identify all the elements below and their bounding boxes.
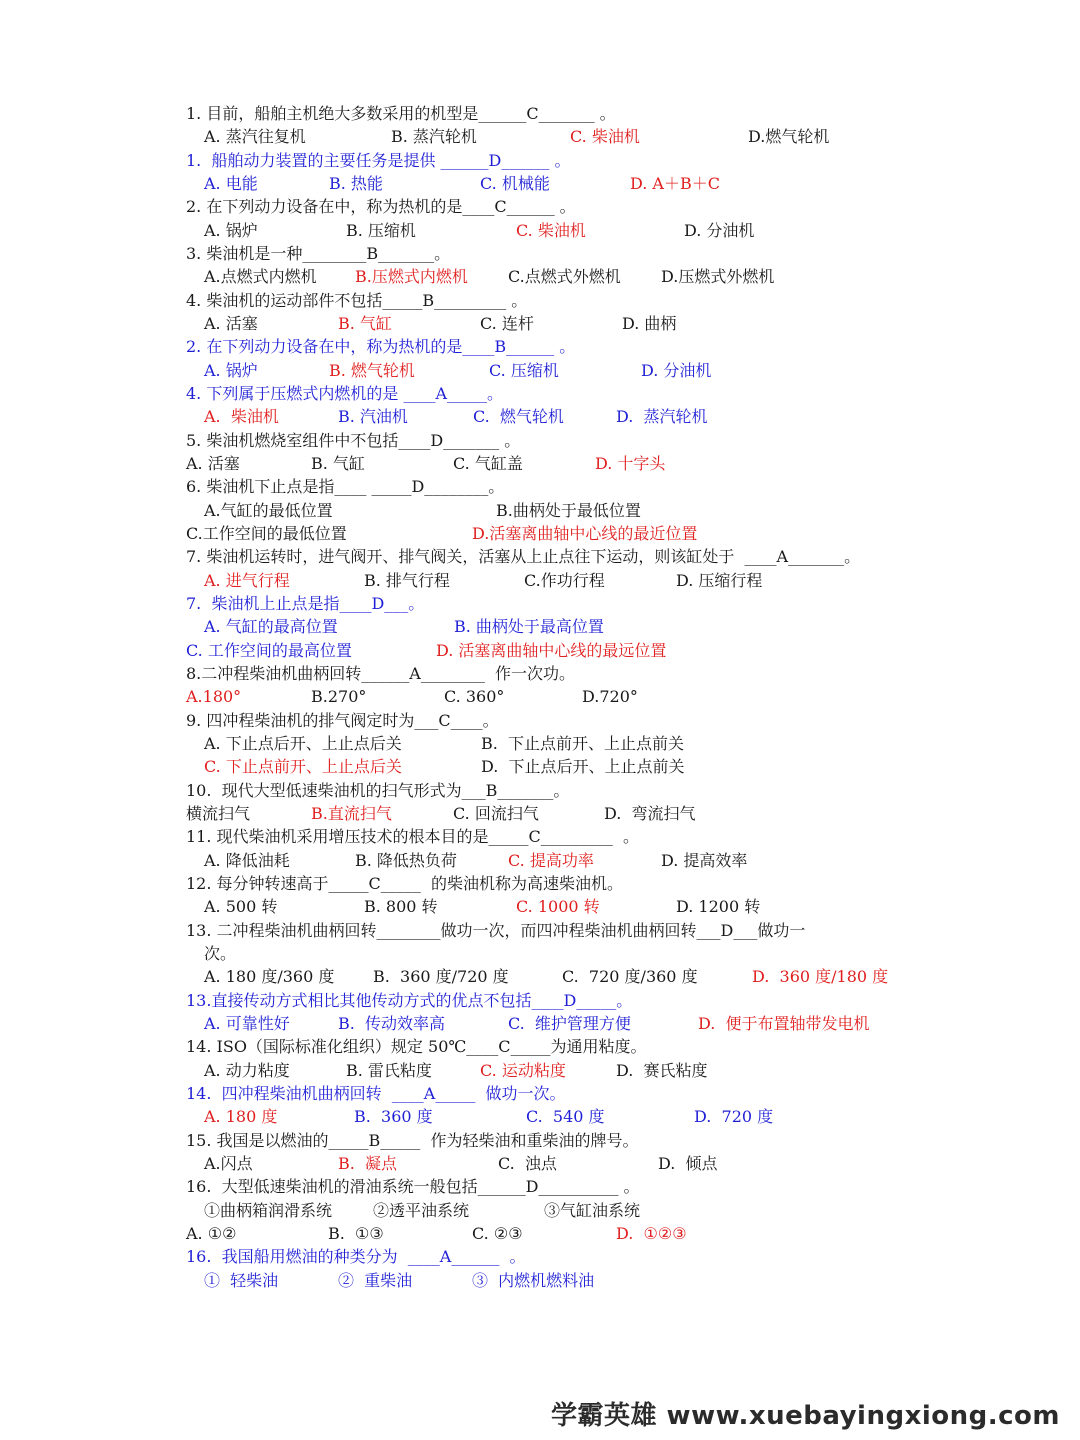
q7b-stem-seg-0: 7. 柴油机上止点是指____D___。 [186, 593, 425, 613]
q7b-opts1-seg-1: B. 曲柄处于最高位置 [454, 617, 604, 637]
q8-opts-seg-0: A.180° [186, 687, 242, 707]
q1-opts-seg-2: C. 柴油机 [570, 127, 640, 147]
q7b-opts1-seg-0: A. 气缸的最高位置 [204, 617, 338, 637]
q4-stem-seg-0: 4. 柴油机的运动部件不包括_____B_________ 。 [186, 290, 528, 310]
q6-opts2-seg-0: C.工作空间的最低位置 [186, 523, 347, 543]
q16-items-seg-2: ③气缸油系统 [544, 1200, 641, 1220]
q1b-opts-seg-0: A. 电能 [204, 173, 258, 193]
watermark: 学霸英雄 www.xuebayingxiong.com [551, 1401, 1060, 1431]
q14b-stem-seg-0: 14. 四冲程柴油机曲柄回转 ____A_____ 做功一次。 [186, 1083, 566, 1103]
q14-opts-seg-3: D. 赛氏粘度 [616, 1060, 708, 1080]
q2-opts-seg-3: D. 分油机 [684, 220, 755, 240]
q14-opts-seg-0: A. 动力粘度 [204, 1060, 290, 1080]
q1-stem-seg-0: 1. 目前，船舶主机绝大多数采用的机型是______C_______ 。 [186, 104, 616, 123]
q6-stem-seg-0: 6. 柴油机下止点是指____ _____D________。 [186, 477, 505, 497]
q3-opts-seg-1: B.压燃式内燃机 [355, 267, 468, 287]
q14b-opts-seg-2: C. 540 度 [526, 1107, 605, 1127]
q8-stem-seg-0: 8.二冲程柴油机曲柄回转______A________ 作一次功。 [186, 663, 575, 683]
q4b-opts-seg-1: B. 汽油机 [338, 407, 408, 427]
q8-opts-seg-1: B.270° [311, 687, 367, 707]
q12-opts-seg-3: D. 1200 转 [676, 897, 761, 917]
q1-opts-seg-3: D.燃气轮机 [748, 127, 830, 147]
q7-opts-seg-2: C.作功行程 [524, 570, 605, 590]
q7b-opts2-seg-0: C. 工作空间的最高位置 [186, 640, 352, 660]
q11-opts-seg-0: A. 降低油耗 [204, 850, 290, 870]
q2-opts-seg-2: C. 柴油机 [516, 220, 586, 240]
q14-opts-seg-2: C. 运动粘度 [480, 1060, 566, 1080]
q2b-opts-seg-0: A. 锅炉 [204, 360, 258, 380]
q11-opts-seg-1: B. 降低热负荷 [355, 850, 457, 870]
q6-opts2-seg-1: D.活塞离曲轴中心线的最近位置 [472, 523, 698, 543]
q16-opts-seg-1: B. ①③ [328, 1223, 384, 1243]
q5-stem-seg-0: 5. 柴油机燃烧室组件中不包括____D_______ 。 [186, 430, 521, 450]
q4-opts-seg-1: B. 气缸 [338, 313, 392, 333]
q9-opts2-seg-1: D. 下止点后开、上止点前关 [481, 757, 685, 777]
q2-opts-seg-0: A. 锅炉 [204, 220, 258, 240]
q9-opts2-seg-0: C. 下止点前开、上止点后关 [204, 757, 402, 777]
q8-opts-seg-2: C. 360° [444, 687, 505, 707]
q15-opts-seg-2: C. 浊点 [498, 1153, 557, 1173]
q7-stem-seg-0: 7. 柴油机运转时，进气阀开、排气阀关，活塞从上止点往下运动，则该缸处于 ____A_______。 [186, 547, 861, 567]
q5-opts-seg-3: D. 十字头 [595, 453, 666, 473]
q16-opts-seg-3: D. ①②③ [616, 1223, 687, 1243]
q3-opts-seg-3: D.压燃式外燃机 [661, 267, 775, 287]
q1b-stem-seg-0: 1. 船舶动力装置的主要任务是提供 ______D______ 。 [186, 150, 571, 170]
q16b-items-seg-2: ③ 内燃机燃料油 [472, 1270, 595, 1290]
q5-opts-seg-1: B. 气缸 [311, 453, 365, 473]
q4b-opts-seg-3: D. 蒸汽轮机 [616, 407, 708, 427]
q2b-opts-seg-2: C. 压缩机 [489, 360, 559, 380]
q16-opts-seg-2: C. ②③ [472, 1223, 523, 1243]
q13b-opts-seg-1: B. 传动效率高 [338, 1013, 446, 1033]
q10-opts-seg-1: B.直流扫气 [311, 803, 392, 823]
q4-opts-seg-0: A. 活塞 [204, 313, 258, 333]
q14b-opts-seg-0: A. 180 度 [204, 1107, 278, 1127]
q10-stem-seg-0: 10. 现代大型低速柴油机的扫气形式为___B_______。 [186, 780, 570, 800]
q11-opts-seg-2: C. 提高功率 [508, 850, 594, 870]
q2b-opts-seg-1: B. 燃气轮机 [329, 360, 415, 380]
q8-opts-seg-3: D.720° [582, 687, 638, 707]
q5-opts-seg-2: C. 气缸盖 [453, 453, 523, 473]
q4b-stem-seg-0: 4. 下列属于压燃式内燃机的是 ____A_____。 [186, 383, 503, 403]
q13-stem2-seg-0: 次。 [204, 943, 237, 963]
q16-items-seg-0: ①曲柄箱润滑系统 [204, 1200, 333, 1220]
q4b-opts-seg-0: A. 柴油机 [204, 407, 279, 427]
q10-opts-seg-2: C. 回流扫气 [453, 803, 539, 823]
q14-stem-seg-0: 14. ISO（国际标准化组织）规定 50℃____C_____为通用粘度。 [186, 1037, 647, 1057]
q9-stem-seg-0: 9. 四冲程柴油机的排气阀定时为___C____。 [186, 710, 499, 730]
q2b-stem-seg-0: 2. 在下列动力设备在中，称为热机的是____B______ 。 [186, 337, 576, 357]
q13b-stem-seg-0: 13.直接传动方式相比其他传动方式的优点不包括____D_____。 [186, 990, 633, 1010]
q4-opts-seg-3: D. 曲柄 [622, 313, 677, 333]
q1b-opts-seg-1: B. 热能 [329, 173, 383, 193]
q12-stem-seg-0: 12. 每分钟转速高于_____C_____ 的柴油机称为高速柴油机。 [186, 873, 623, 893]
q3-stem-seg-0: 3. 柴油机是一种________B_______。 [186, 243, 451, 263]
q7b-opts2-seg-1: D. 活塞离曲轴中心线的最远位置 [436, 640, 667, 660]
q1-opts-seg-0: A. 蒸汽往复机 [204, 127, 306, 147]
q9-opts1-seg-0: A. 下止点后开、上止点后关 [204, 733, 402, 753]
q14-opts-seg-1: B. 雷氏粘度 [346, 1060, 432, 1080]
q16-opts-seg-0: A. ①② [186, 1223, 237, 1243]
q12-opts-seg-0: A. 500 转 [204, 897, 278, 917]
q7-opts-seg-3: D. 压缩行程 [676, 570, 763, 590]
q11-opts-seg-3: D. 提高效率 [661, 850, 748, 870]
q5-opts-seg-0: A. 活塞 [186, 453, 240, 473]
q2-opts-seg-1: B. 压缩机 [346, 220, 416, 240]
q15-opts-seg-1: B. 凝点 [338, 1153, 398, 1173]
q13-opts-seg-0: A. 180 度/360 度 [204, 967, 335, 987]
q16-items-seg-1: ②透平油系统 [373, 1200, 470, 1220]
q13-opts-seg-1: B. 360 度/720 度 [373, 967, 509, 987]
q6-opts1-seg-0: A.气缸的最低位置 [204, 500, 333, 520]
q3-opts-seg-0: A.点燃式内燃机 [204, 267, 317, 287]
q16-stem-seg-0: 16. 大型低速柴油机的滑油系统一般包括______D__________ 。 [186, 1177, 640, 1197]
q2b-opts-seg-3: D. 分油机 [641, 360, 712, 380]
q16b-items-seg-1: ② 重柴油 [338, 1270, 413, 1290]
q13b-opts-seg-3: D. 便于布置轴带发电机 [698, 1013, 870, 1033]
q9-opts1-seg-1: B. 下止点前开、上止点前关 [481, 733, 685, 753]
q3-opts-seg-2: C.点燃式外燃机 [508, 267, 621, 287]
q12-opts-seg-1: B. 800 转 [364, 897, 438, 917]
q7-opts-seg-0: A. 进气行程 [204, 570, 290, 590]
q14b-opts-seg-1: B. 360 度 [354, 1107, 433, 1127]
q14b-opts-seg-3: D. 720 度 [694, 1107, 774, 1127]
q2-stem-seg-0: 2. 在下列动力设备在中，称为热机的是____C______ 。 [186, 197, 576, 217]
q10-opts-seg-0: 横流扫气 [186, 803, 251, 823]
q1b-opts-seg-3: D. A＋B＋C [630, 173, 720, 193]
q15-stem-seg-0: 15. 我国是以燃油的_____B_____ 作为轻柴油和重柴油的牌号。 [186, 1130, 639, 1150]
q13b-opts-seg-0: A. 可靠性好 [204, 1013, 290, 1033]
q15-opts-seg-0: A.闪点 [204, 1153, 253, 1173]
q12-opts-seg-2: C. 1000 转 [516, 897, 600, 917]
q7-opts-seg-1: B. 排气行程 [364, 570, 450, 590]
q16b-items-seg-0: ① 轻柴油 [204, 1270, 279, 1290]
q6-opts1-seg-1: B.曲柄处于最低位置 [496, 500, 641, 520]
q10-opts-seg-3: D. 弯流扫气 [604, 803, 696, 823]
q1-opts-seg-1: B. 蒸汽轮机 [391, 127, 477, 147]
q13-stem-seg-0: 13. 二冲程柴油机曲柄回转________做功一次，而四冲程柴油机曲柄回转___D___做功一 [186, 920, 806, 940]
q13-opts-seg-3: D. 360 度/180 度 [752, 967, 889, 987]
q11-stem-seg-0: 11. 现代柴油机采用增压技术的根本目的是_____C_________ 。 [186, 827, 639, 847]
q1b-opts-seg-2: C. 机械能 [480, 173, 550, 193]
q4-opts-seg-2: C. 连杆 [480, 313, 534, 333]
q13b-opts-seg-2: C. 维护管理方便 [508, 1013, 631, 1033]
q16b-stem-seg-0: 16. 我国船用燃油的种类分为 ____A______ 。 [186, 1247, 526, 1267]
q13-opts-seg-2: C. 720 度/360 度 [562, 967, 698, 987]
q15-opts-seg-3: D. 倾点 [658, 1153, 718, 1173]
q4b-opts-seg-2: C. 燃气轮机 [473, 407, 564, 427]
